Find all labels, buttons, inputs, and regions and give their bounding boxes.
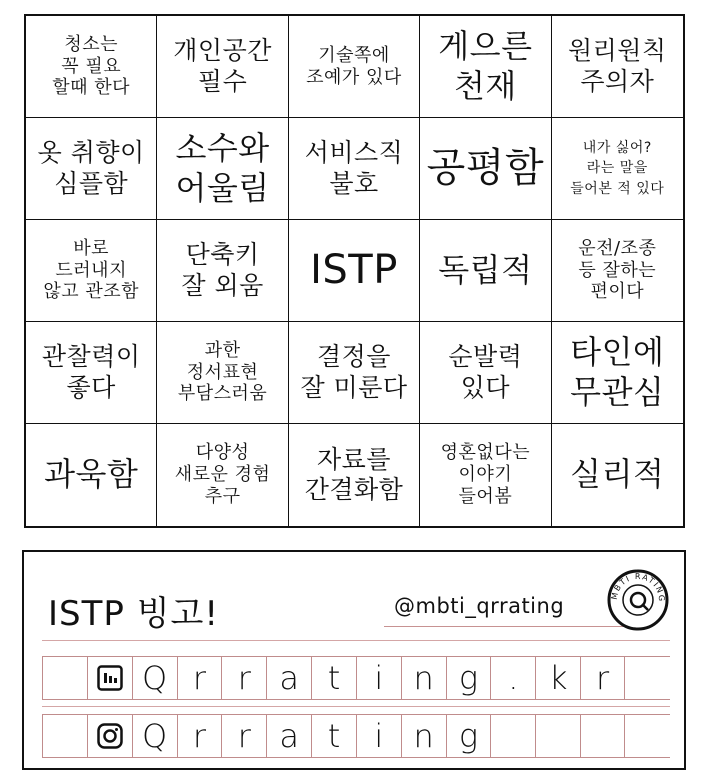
bingo-cell: 다양성 새로운 경험 추구 (157, 424, 288, 526)
bingo-title: ISTP 빙고! (48, 594, 220, 634)
bingo-cell: 영혼없다는 이야기 들어봄 (420, 424, 551, 526)
manuscript-box (87, 715, 132, 757)
manuscript-char: r (221, 657, 266, 699)
manuscript-char: t (311, 657, 356, 699)
bingo-cell: ISTP (289, 220, 420, 322)
manuscript-char: n (401, 657, 446, 699)
bingo-cell: 타인에 무관심 (552, 322, 683, 424)
manuscript-box (42, 657, 87, 699)
bingo-cell: 게으른 천재 (420, 16, 551, 118)
manuscript-char: k (535, 657, 580, 699)
bingo-cell: 공평함 (420, 118, 551, 220)
manuscript-char: g (446, 715, 491, 757)
manuscript-char: i (356, 715, 401, 757)
bingo-cell: 바로 드러내지 않고 관조함 (26, 220, 157, 322)
manuscript-char: n (401, 715, 446, 757)
manuscript-char: a (266, 657, 311, 699)
bingo-cell: 과한 정서표현 부담스러움 (157, 322, 288, 424)
bingo-cell: 운전/조종 등 잘하는 편이다 (552, 220, 683, 322)
manuscript-char: i (356, 657, 401, 699)
manuscript-char: g (446, 657, 491, 699)
bingo-cell: 서비스직 불호 (289, 118, 420, 220)
manuscript-char: . (490, 657, 535, 699)
instagram-icon (97, 723, 123, 749)
manuscript-char (535, 715, 580, 757)
manuscript-box (42, 715, 87, 757)
bingo-cell: 개인공간 필수 (157, 16, 288, 118)
handle-underline (384, 626, 644, 627)
bingo-cell: 옷 취향이 심플함 (26, 118, 157, 220)
bingo-cell: 원리원칙 주의자 (552, 16, 683, 118)
manuscript-char: t (311, 715, 356, 757)
manuscript-row-instagram (42, 714, 670, 758)
manuscript-char (580, 715, 625, 757)
bingo-cell: 내가 싫어? 라는 말을 들어본 적 있다 (552, 118, 683, 220)
manuscript-char: a (266, 715, 311, 757)
manuscript-rule (42, 706, 670, 707)
bingo-cell: 실리적 (570, 455, 665, 494)
manuscript-char: Q (132, 657, 177, 699)
manuscript-char: r (580, 657, 625, 699)
manuscript-char: Q (132, 715, 177, 757)
manuscript-row-website (42, 656, 670, 700)
manuscript-box (87, 657, 132, 699)
manuscript-char (490, 715, 535, 757)
seal-text: MBTI RATING (609, 571, 667, 603)
bingo-cell: 청소는 꼭 필요 할때 한다 (26, 16, 157, 118)
manuscript-rule (42, 640, 670, 641)
bingo-cell: 독립적 (420, 220, 551, 322)
manuscript-char: r (177, 657, 222, 699)
bingo-cell: 자료를 간결화함 (289, 424, 420, 526)
bingo-cell: 순발력 있다 (420, 322, 551, 424)
bingo-cell: 관찰력이 좋다 (26, 322, 157, 424)
bingo-footer-panel (22, 550, 686, 770)
rating-logo-icon (97, 665, 123, 691)
bingo-cell: 단축키 잘 외움 (157, 220, 288, 322)
bingo-grid (24, 14, 685, 528)
bingo-cell: 과욱함 (26, 424, 157, 526)
bingo-cell: 결정을 잘 미룬다 (289, 322, 420, 424)
bingo-cell: 소수와 어울림 (157, 118, 288, 220)
mbti-rating-seal-logo (606, 568, 670, 632)
instagram-handle: @mbti_qrrating (394, 594, 565, 618)
bingo-cell: 기술쪽에 조예가 있다 (289, 16, 420, 118)
manuscript-char: r (221, 715, 266, 757)
manuscript-char: r (177, 715, 222, 757)
